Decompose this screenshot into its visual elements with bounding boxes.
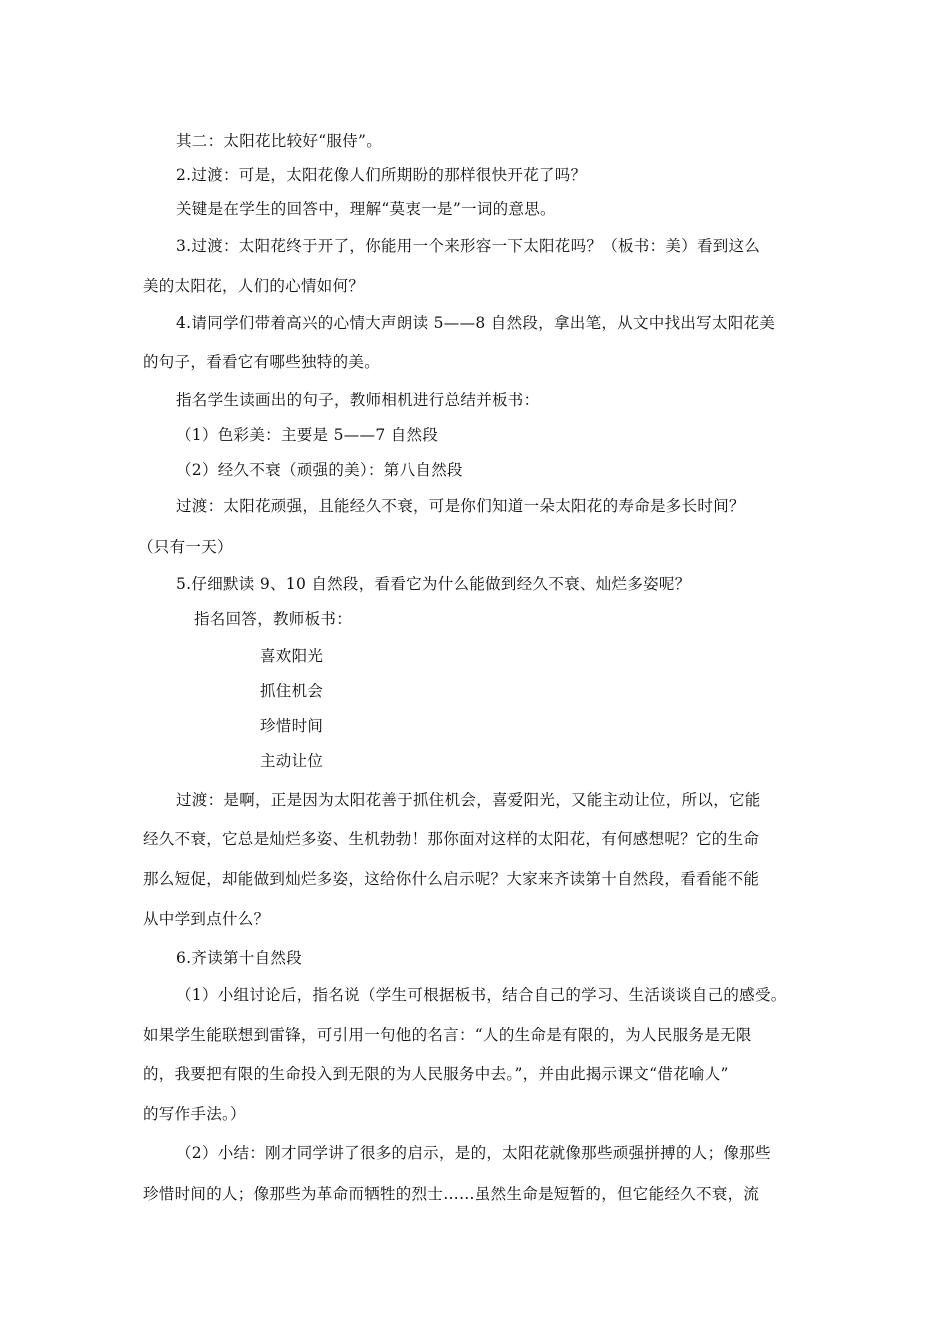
paragraph-line: （1）小组讨论后，指名说（学生可根据板书，结合自己的学习、生活谈谈自己的感受。 [176, 986, 787, 1004]
paragraph-line: 经久不衰，它总是灿烂多姿、生机勃勃！那你面对这样的太阳花，有何感想呢？它的生命 [143, 830, 760, 848]
paragraph-line: 指名回答，教师板书： [194, 610, 353, 628]
paragraph-line: （只有一天） [138, 538, 233, 556]
paragraph-line: 3.过渡：太阳花终于开了，你能用一个来形容一下太阳花吗？（板书：美）看到这么 [176, 237, 761, 255]
board-item: 抓住机会 [260, 682, 324, 700]
paragraph-line: 美的太阳花，人们的心情如何？ [143, 277, 365, 295]
paragraph-line: （2）经久不衰（顽强的美）：第八自然段 [176, 461, 463, 479]
board-item: 珍惜时间 [260, 717, 324, 735]
paragraph-line: （1）色彩美：主要是 5——7 自然段 [176, 426, 439, 444]
board-item: 主动让位 [260, 752, 324, 770]
paragraph-line: 的句子，看看它有哪些独特的美。 [143, 353, 381, 371]
paragraph-line: 的，我要把有限的生命投入到无限的为人民服务中去。”，并由此揭示课文“借花喻人” [143, 1065, 729, 1083]
paragraph-line: 如果学生能联想到雷锋，可引用一句他的名言：“人的生命是有限的，为人民服务是无限 [143, 1026, 752, 1044]
paragraph-line: 6.齐读第十自然段 [176, 949, 302, 967]
paragraph-line: 的写作手法。） [143, 1105, 246, 1123]
paragraph-line: 5.仔细默读 9、10 自然段，看看它为什么能做到经久不衰、灿烂多姿呢？ [176, 575, 691, 593]
paragraph-line: 指名学生读画出的句子，教师相机进行总结并板书： [176, 391, 540, 409]
paragraph-line: 4.请同学们带着高兴的心情大声朗读 5——8 自然段，拿出笔，从文中找出写太阳花美 [176, 314, 776, 332]
board-item: 喜欢阳光 [260, 647, 324, 665]
paragraph-line: 过渡：是啊，正是因为太阳花善于抓住机会，喜爱阳光，又能主动让位，所以，它能 [176, 791, 761, 809]
paragraph-line: 珍惜时间的人；像那些为革命而牺牲的烈士……虽然生命是短暂的，但它能经久不衰，流 [143, 1185, 760, 1203]
paragraph-line: 2.过渡：可是，太阳花像人们所期盼的那样很快开花了吗？ [176, 166, 587, 184]
paragraph-line: 关键是在学生的回答中，理解“莫衷一是”一词的意思。 [176, 200, 556, 218]
paragraph-line: 那么短促，却能做到灿烂多姿，这给你什么启示呢？大家来齐读第十自然段，看看能不能 [143, 870, 760, 888]
paragraph-line: 其二：太阳花比较好“服侍”。 [176, 132, 383, 150]
paragraph-line: 过渡：太阳花顽强，且能经久不衰，可是你们知道一朵太阳花的寿命是多长时间？ [176, 497, 745, 515]
paragraph-line: 从中学到点什么？ [143, 910, 270, 928]
paragraph-line: （2）小结：刚才同学讲了很多的启示，是的，太阳花就像那些顽强拼搏的人；像那些 [176, 1144, 771, 1162]
